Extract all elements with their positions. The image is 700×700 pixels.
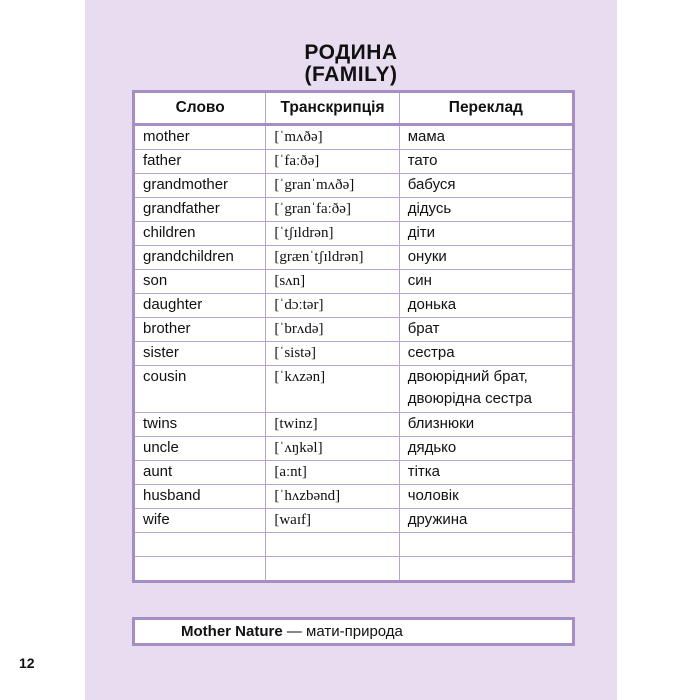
translation-cell: дядько: [399, 437, 573, 461]
transcription-cell: [ˈhʌzbənd]: [266, 485, 399, 509]
translation-cell: дружина: [399, 509, 573, 533]
word-cell: grandchildren: [134, 246, 266, 270]
empty-cell: [399, 557, 573, 582]
page-background: [85, 0, 617, 700]
translation-cell: бабуся: [399, 174, 573, 198]
empty-cell: [399, 533, 573, 557]
phrase-ukrainian: мати-природа: [306, 623, 403, 640]
page-title: РОДИНА: [304, 41, 398, 64]
table-row: [134, 198, 574, 222]
transcription-cell: [ˈgranˈfaːðə]: [266, 198, 399, 222]
translation-cell: син: [399, 270, 573, 294]
phrase-box: [132, 617, 575, 646]
header-translation: Переклад: [399, 92, 573, 125]
table-row: [134, 270, 574, 294]
phrase-english: Mother Nature: [181, 623, 283, 640]
transcription-cell: [grænˈtʃɪldrən]: [266, 246, 399, 270]
word-cell: daughter: [134, 294, 266, 318]
transcription-cell: [ˈsistə]: [266, 342, 399, 366]
transcription-cell: [ˈmʌðə]: [266, 125, 399, 150]
transcription-cell: [ˈdɔːtər]: [266, 294, 399, 318]
empty-cell: [134, 533, 266, 557]
word-cell: wife: [134, 509, 266, 533]
header-word: Слово: [134, 92, 266, 125]
translation-cell: брат: [399, 318, 573, 342]
table-row: [134, 437, 574, 461]
transcription-cell: [ˈtʃɪldrən]: [266, 222, 399, 246]
translation-cell: сестра: [399, 342, 573, 366]
translation-line-2: двоюрідна сестра: [407, 390, 532, 407]
empty-table-row: [134, 557, 574, 582]
table-row: [134, 342, 574, 366]
table-row: [134, 366, 574, 413]
translation-line-1: двоюрідний брат,: [407, 368, 528, 385]
translation-cell: дідусь: [399, 198, 573, 222]
table-row: [134, 150, 574, 174]
translation-cell: мама: [399, 125, 573, 150]
transcription-cell: [ˈbrʌdə]: [266, 318, 399, 342]
empty-table-row: [134, 533, 574, 557]
transcription-cell: [ˈʌŋkəl]: [266, 437, 399, 461]
table-row: [134, 222, 574, 246]
transcription-cell: [aːnt]: [266, 461, 399, 485]
translation-cell: діти: [399, 222, 573, 246]
empty-cell: [266, 557, 399, 582]
vocabulary-table: [132, 90, 575, 583]
translation-cell: донька: [399, 294, 573, 318]
translation-cell: близнюки: [399, 413, 573, 437]
translation-cell: чоловік: [399, 485, 573, 509]
word-cell: mother: [134, 125, 266, 150]
table-row: [134, 125, 574, 150]
table-row: [134, 174, 574, 198]
word-cell: uncle: [134, 437, 266, 461]
word-cell: aunt: [134, 461, 266, 485]
table-row: [134, 461, 574, 485]
translation-cell: тато: [399, 150, 573, 174]
translation-cell: [399, 366, 573, 413]
word-cell: father: [134, 150, 266, 174]
word-cell: husband: [134, 485, 266, 509]
word-cell: brother: [134, 318, 266, 342]
phrase-dash: —: [286, 623, 302, 640]
empty-cell: [134, 557, 266, 582]
page-number: 12: [19, 655, 35, 671]
word-cell: children: [134, 222, 266, 246]
transcription-cell: [ˈfaːðə]: [266, 150, 399, 174]
word-cell: sister: [134, 342, 266, 366]
table-row: [134, 509, 574, 533]
transcription-cell: [ˈgranˈmʌðə]: [266, 174, 399, 198]
translation-cell: онуки: [399, 246, 573, 270]
header-transcription: Транскрипція: [266, 92, 399, 125]
page-subtitle: (FAMILY): [304, 63, 398, 86]
transcription-cell: [sʌn]: [266, 270, 399, 294]
table-header-row: [134, 92, 574, 125]
word-cell: grandfather: [134, 198, 266, 222]
word-cell: cousin: [134, 366, 266, 413]
table-row: [134, 246, 574, 270]
translation-cell: тітка: [399, 461, 573, 485]
word-cell: son: [134, 270, 266, 294]
word-cell: twins: [134, 413, 266, 437]
table-row: [134, 485, 574, 509]
empty-cell: [266, 533, 399, 557]
table-row: [134, 318, 574, 342]
transcription-cell: [ˈkʌzən]: [266, 366, 399, 413]
word-cell: grandmother: [134, 174, 266, 198]
table-row: [134, 294, 574, 318]
transcription-cell: [waɪf]: [266, 509, 399, 533]
transcription-cell: [twinz]: [266, 413, 399, 437]
table-row: [134, 413, 574, 437]
